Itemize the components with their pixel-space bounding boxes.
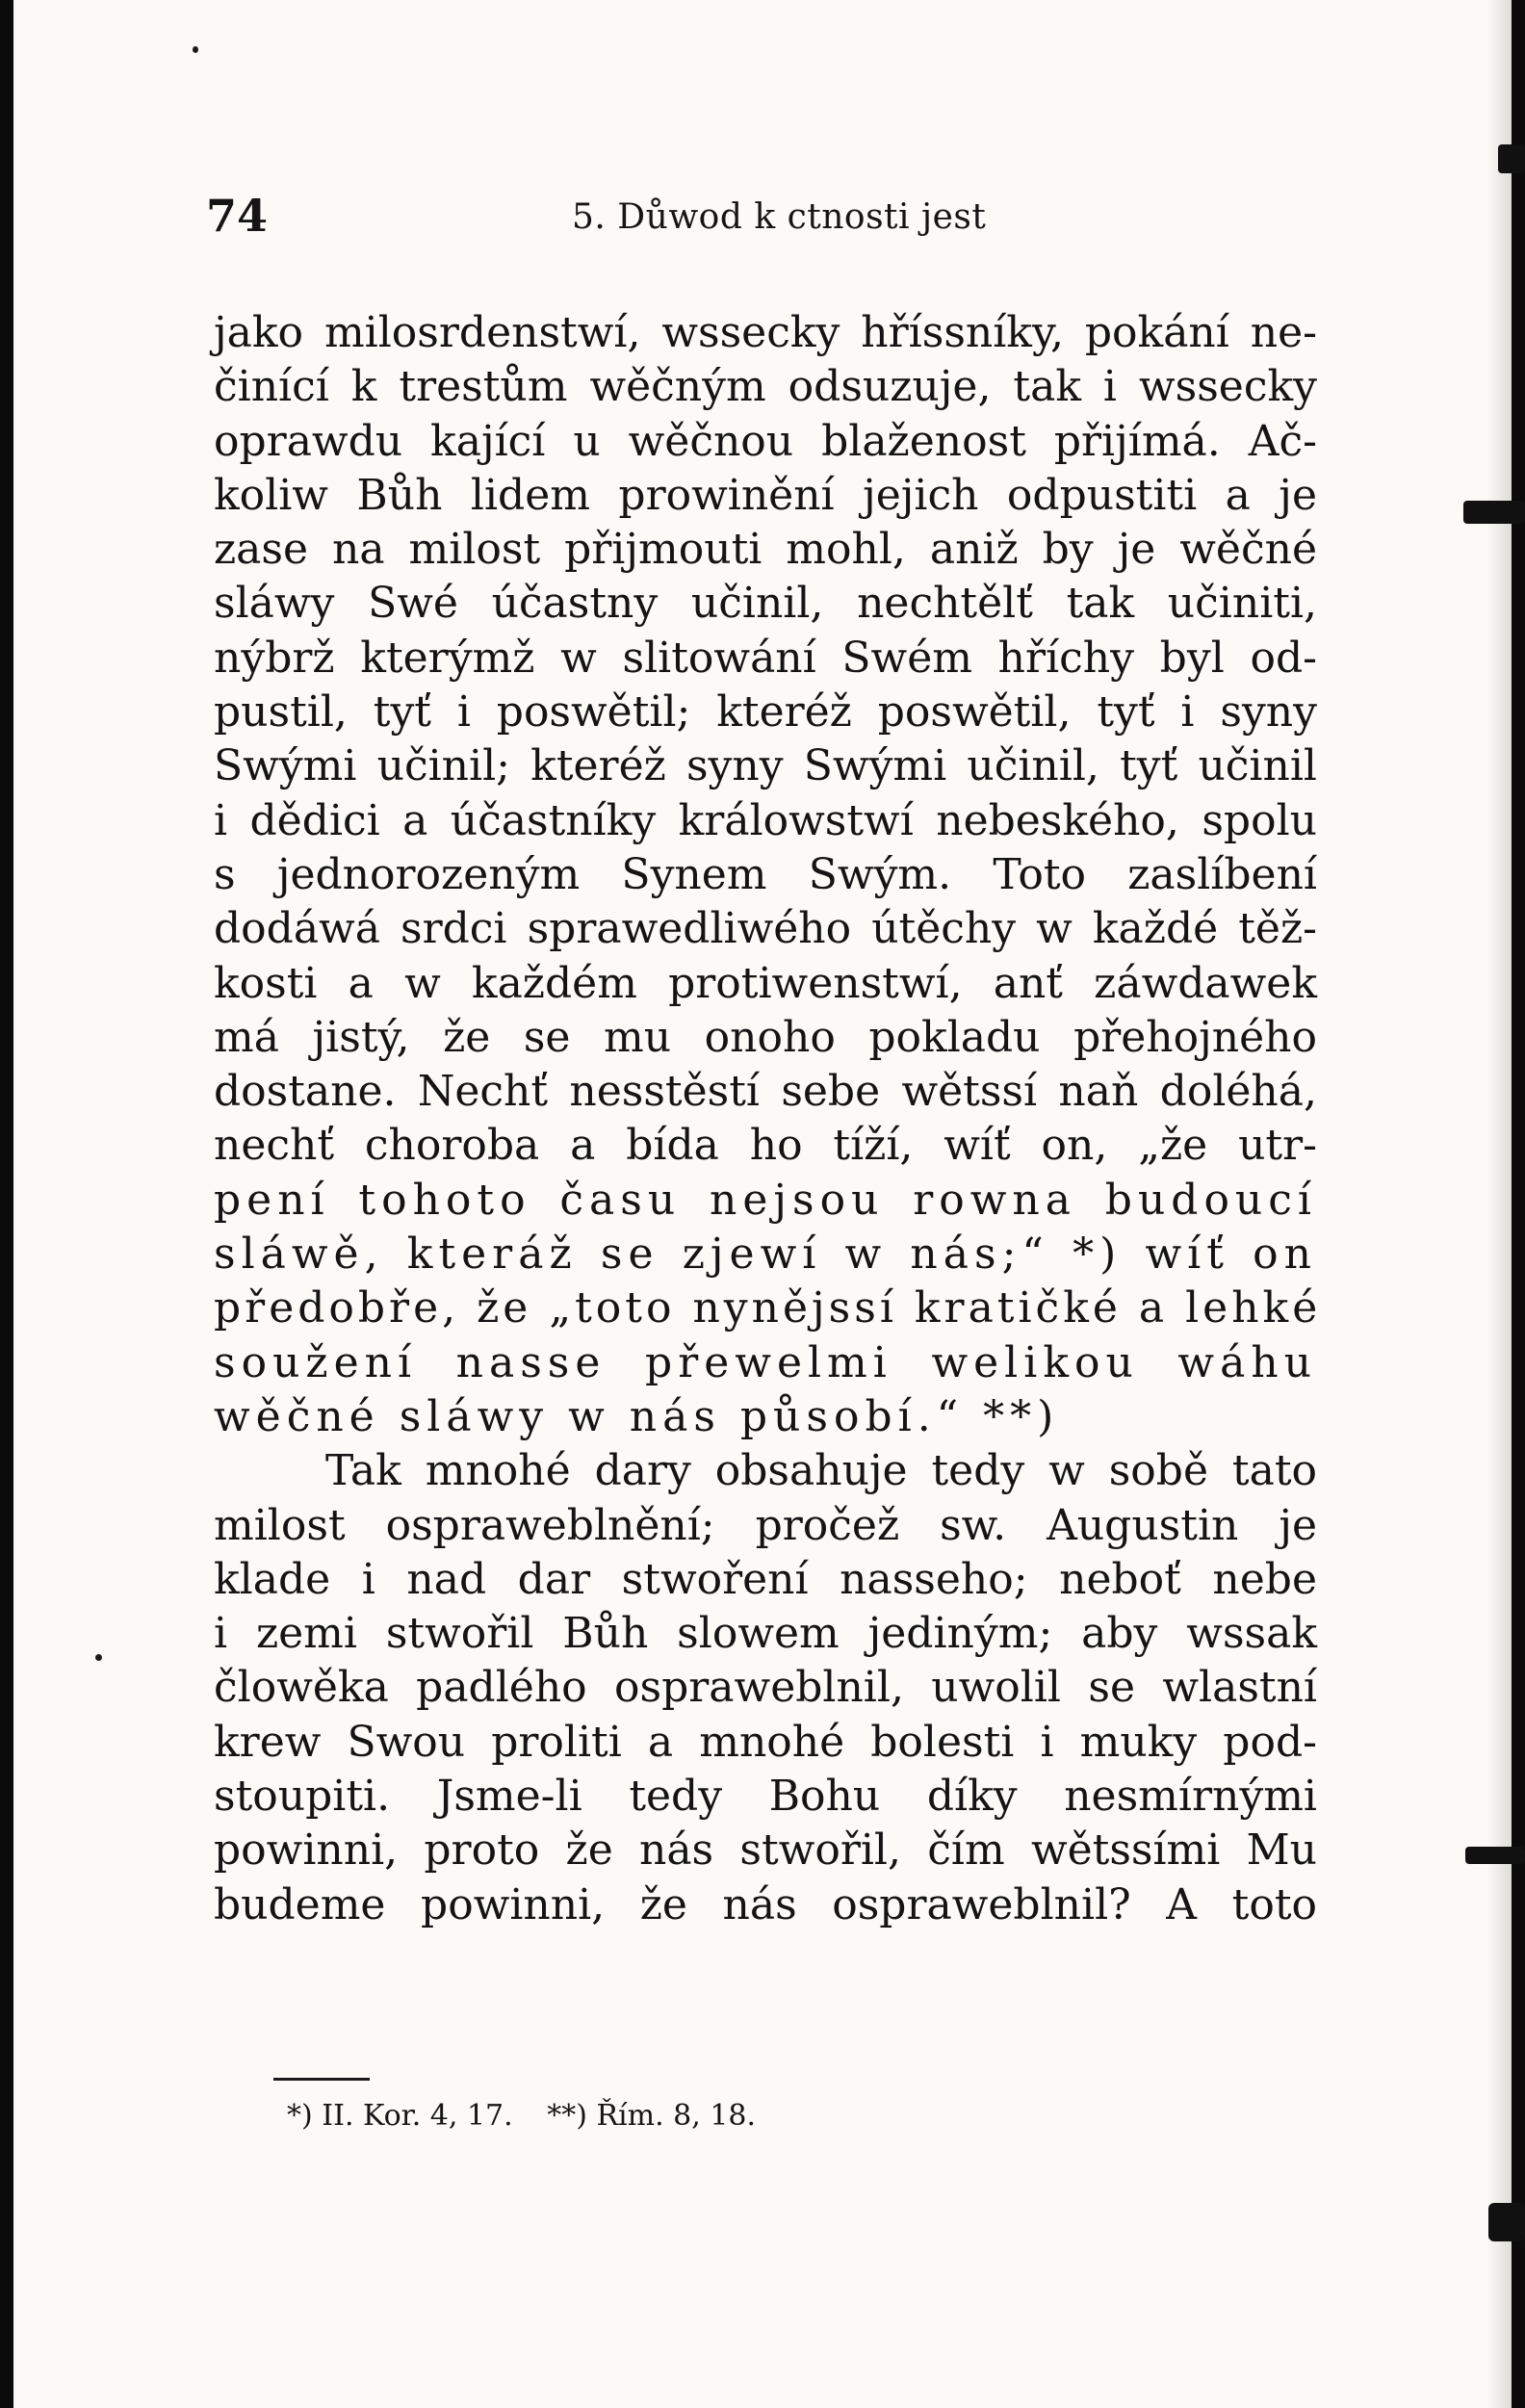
text-line: Swými učinil; kteréž syny Swými učinil, tyť učinil xyxy=(214,741,1317,791)
margin-tab-mark xyxy=(1463,501,1525,524)
text-line: sláwě, kteráž se zjewí w nás;“ *) wíť on xyxy=(214,1230,1317,1280)
footnotes xyxy=(287,2097,781,2136)
text-line: člowěka padlého ospraweblnil, uwolil se wlastní xyxy=(214,1663,1317,1713)
body-text xyxy=(214,306,1322,1932)
text-line: jako milosrdenstwí, wssecky hříssníky, pokání ne- xyxy=(214,308,1317,357)
text-line: oprawdu kající u wěčnou blaženost přijímá. Ač- xyxy=(214,416,1317,466)
text-line: dostane. Nechť nesstěstí sebe wětssí naň doléhá, xyxy=(214,1067,1317,1117)
text-line: milost ospraweblnění; pročež sw. Augustin je xyxy=(214,1500,1317,1550)
running-head: 5. Důwod k ctnosti jest xyxy=(572,197,987,237)
footnote-rule xyxy=(273,2078,370,2081)
text-line: wěčné sláwy w nás působí.“ **) xyxy=(214,1391,1060,1441)
text-line: činící k trestům wěčným odsuzuje, tak i wssecky xyxy=(214,362,1317,412)
text-line: předobře, že „toto nynějssí kratičké a lehké xyxy=(214,1283,1322,1333)
text-line: i dědici a účastníky králowstwí nebeského, spolu xyxy=(214,795,1317,845)
book-page xyxy=(13,0,1512,2408)
page-header xyxy=(206,189,1319,246)
footnote: *) II. Kor. 4, 17. xyxy=(287,2099,513,2133)
text-line: kosti a w každém protiwenstwí, anť záwdawek xyxy=(214,958,1317,1008)
text-line: nechť choroba a bída ho tíží, wíť on, „že utr- xyxy=(214,1121,1317,1171)
text-line: powinni, proto že nás stwořil, čím wětssími Mu xyxy=(214,1825,1317,1876)
page-number: 74 xyxy=(206,190,269,242)
ink-speck xyxy=(95,1654,102,1661)
text-line: krew Swou proliti a mnohé bolesti i muky pod- xyxy=(214,1717,1317,1767)
text-line: s jednorozeným Synem Swým. Toto zaslíbení xyxy=(214,849,1317,899)
ink-speck xyxy=(193,46,198,53)
text-line: nýbrž kterýmž w slitowání Swém hříchy byl od- xyxy=(214,633,1317,683)
text-line: koliw Bůh lidem prowinění jejich odpustiti a je xyxy=(214,470,1317,520)
text-line: pení tohoto času nejsou rowna budoucí xyxy=(214,1175,1317,1225)
text-line: stoupiti. Jsme-li tedy Bohu díky nesmírnými xyxy=(214,1772,1317,1822)
margin-tab-mark xyxy=(1465,1847,1525,1864)
text-line: klade i nad dar stwoření nasseho; neboť nebe xyxy=(214,1554,1317,1604)
footnote: **) Řím. 8, 18. xyxy=(547,2099,757,2133)
text-line: má jistý, že se mu onoho pokladu přehojného xyxy=(214,1012,1317,1062)
text-line: i zemi stwořil Bůh slowem jediným; aby wssak xyxy=(214,1609,1317,1659)
margin-tab-mark xyxy=(1498,144,1525,173)
margin-tab-mark xyxy=(1488,2203,1525,2241)
text-line: pustil, tyť i poswětil; kteréž poswětil, tyť i syny xyxy=(214,687,1317,738)
text-line: budeme powinni, že nás ospraweblnil? A toto xyxy=(214,1879,1317,1929)
text-line: soužení nasse přewelmi welikou wáhu xyxy=(214,1337,1317,1387)
text-line: dodáwá srdci sprawedliwého útěchy w každé těž- xyxy=(214,904,1317,954)
text-line: zase na milost přijmouti mohl, aniž by je wěčné xyxy=(214,525,1317,575)
text-line: Tak mnohé dary obsahuje tedy w sobě tato xyxy=(325,1446,1317,1496)
text-line: sláwy Swé účastny učinil, nechtělť tak učiniti, xyxy=(214,579,1317,629)
page-edge-shadow xyxy=(1486,0,1512,2408)
